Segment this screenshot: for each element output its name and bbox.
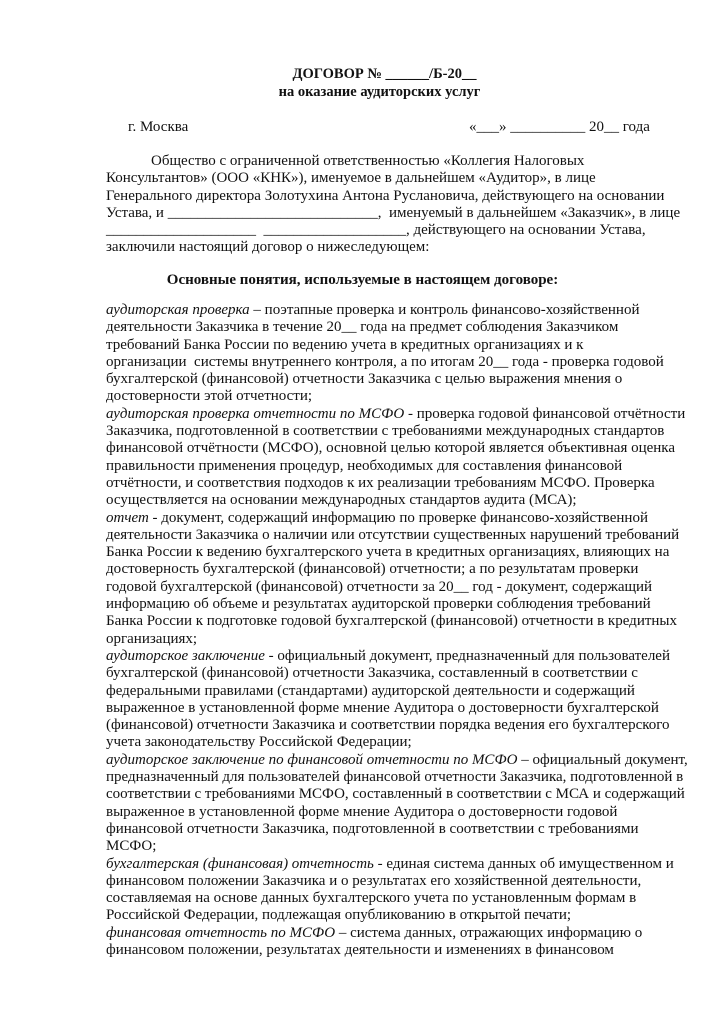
definition-text: Банка России к ведению бухгалтерского учета в кредитных организациях, влияющих на (106, 544, 670, 561)
definitions-block (106, 302, 688, 959)
definition-line (106, 579, 666, 596)
definition-line (106, 596, 666, 613)
definition-text: Банка России к подготовке годовой бухгалтерской (финансовой) отчетности в кредитных (106, 613, 678, 630)
definition-term: аудиторская проверка отчетности по МСФО (106, 405, 405, 422)
definition-text: - официальный документ, предназначенный для пользователей (264, 647, 670, 664)
section-heading: Основные понятия, используемые в настоящем договоре: (166, 272, 559, 288)
definition-line (106, 855, 674, 873)
definition-text: федеральными правилами (стандартами) аудиторской деятельности и содержащий (106, 682, 635, 699)
definition-line (106, 319, 666, 336)
definition-text: бухгалтерской (финансовой) отчетности Заказчика, составленный в соответствии с (106, 665, 638, 682)
definition-term: аудиторское заключение по финансовой отчетности по МСФО (106, 751, 518, 768)
definition-text: Российской Федерации, подлежащая опубликованию в открытой печати; (106, 907, 572, 924)
definition-text: - документ, содержащий информацию по проверке финансово-хозяйственной (148, 509, 648, 526)
definition-text: организациях; (106, 630, 198, 647)
intro-line: заключили настоящий договор о нижеследующем: (106, 239, 430, 256)
definition-text: выраженное в установленной форме мнение Аудитора о достоверности годовой (106, 803, 618, 820)
definition-text: - проверка годовой финансовой отчётности (404, 405, 686, 422)
definition-text: составляемая на основе данных бухгалтерского учета по установленным формам в (106, 890, 637, 907)
intro-paragraph (106, 153, 681, 257)
definition-line (106, 873, 666, 890)
intro-line: Консультантов» (ООО «КНК»), именуемое в дальнейшем «Аудитор», в лице (106, 170, 596, 187)
definition-line (106, 354, 666, 371)
definition-term: бухгалтерская (финансовая) отчетность (106, 855, 374, 872)
definition-text: финансовой отчетности Заказчика, подготовленной в соответствии с требованиями (106, 820, 639, 837)
definition-line (106, 631, 666, 648)
definition-line (106, 683, 666, 700)
definition-text: соответствии с требованиями МСФО, составленный в соответствии с МСА и содержащий (106, 786, 685, 803)
intro-line: ____________________ ___________________, действующего на основании Устава, (106, 222, 646, 239)
definition-line (106, 337, 666, 354)
definition-text: МСФО; (106, 838, 157, 855)
definition-line (106, 769, 684, 786)
intro-line: Устава, и ____________________________, именуемый в дальнейшем «Заказчик», в лице (106, 204, 681, 221)
definition-line (106, 925, 666, 942)
definition-text: финансовом положении, результатах деятельности и изменениях в финансовом (106, 941, 614, 958)
definition-text: достоверности этой отчетности; (106, 388, 313, 405)
definition-text: отчётности, и соответствия подходов к их реализации требованиям МСФО. Проверка (106, 474, 655, 491)
definition-text: осуществляется на основании международных стандартов аудита (МСА); (106, 492, 577, 509)
definition-line (106, 890, 666, 907)
definition-line (106, 492, 666, 509)
definition-text: – система данных, отражающих информацию о (335, 924, 643, 941)
definition-line (106, 647, 670, 665)
definition-line (106, 440, 676, 457)
definition-line (106, 942, 666, 959)
contract-title: ДОГОВОР № ______/Б-20__ (292, 66, 477, 82)
definition-line (106, 838, 666, 855)
contract-date: «___» __________ 20__ года (469, 119, 650, 135)
definition-term: финансовая отчетность по МСФО (106, 924, 336, 941)
definition-text: Заказчика, подготовленной в соответствии с требованиями международных стандартов (106, 423, 665, 440)
definition-text: информацию об объеме и результатах аудиторской проверки соблюдения требований (106, 596, 651, 613)
definition-line (106, 613, 678, 630)
definition-line (106, 302, 666, 319)
definition-text: учета законодательству Российской Федерации; (106, 734, 412, 751)
definition-line (106, 786, 685, 803)
definition-line (106, 475, 666, 492)
definition-line (106, 458, 666, 475)
definition-text: выраженное в установленной форме мнение Аудитора о достоверности бухгалтерской (106, 699, 659, 716)
definition-line (106, 751, 688, 769)
definition-text: - единая система данных об имущественном и (373, 855, 674, 872)
definition-term: аудиторская проверка (106, 302, 250, 318)
definition-line (106, 907, 666, 924)
definition-line (106, 510, 666, 527)
definition-text: организации системы внутреннего контроля, а по итогам 20__ года - проверка годовой (106, 353, 664, 370)
definition-text: деятельности Заказчика о наличии или отсутствии существенных нарушений требований (106, 526, 680, 543)
definition-line (106, 423, 666, 440)
definition-term: аудиторское заключение (106, 647, 265, 664)
definition-line (106, 804, 666, 821)
definition-text: (финансовой) отчетности Заказчика и соответствии порядка ведения его бухгалтерского (106, 717, 670, 734)
definition-text: годовой бухгалтерской (финансовой) отчетности за 20__ год - документ, содержащий (106, 578, 653, 595)
definition-text: финансовом положении Заказчика и о результатах его хозяйственной деятельности, (106, 872, 642, 889)
definition-text: – поэтапные проверка и контроль финансово-хозяйственной (249, 302, 640, 318)
definition-line (106, 371, 666, 388)
definition-line (106, 388, 666, 405)
definition-text: финансовой отчётности (МСФО), основной целью которой является объективная оценка (106, 440, 676, 457)
definition-text: – официальный документ, (517, 751, 688, 768)
intro-line: Общество с ограниченной ответственностью «Коллегия Налоговых (106, 153, 585, 169)
definition-text: правильности применения процедур, необходимых для составления финансовой (106, 457, 623, 474)
definition-term: отчет (106, 509, 149, 526)
definition-line (106, 700, 666, 717)
definition-line (106, 405, 686, 423)
intro-line: Генерального директора Золотухина Антона Руслановича, действующего на основании (106, 187, 665, 204)
contract-city: г. Москва (128, 119, 189, 135)
contract-subtitle: на оказание аудиторских услуг (278, 84, 481, 100)
definition-text: деятельности Заказчика в течение 20__ года на предмет соблюдения Заказчиком (106, 319, 619, 336)
definition-line (106, 821, 666, 838)
definition-text: предназначенный для пользователей финансовой отчетности Заказчика, подготовленной в (106, 769, 684, 786)
definition-text: бухгалтерской (финансовой) отчетности Заказчика с целью выражения мнения о (106, 371, 623, 388)
definition-line (106, 665, 666, 682)
definition-line (106, 734, 666, 751)
definition-line (106, 544, 670, 561)
definition-line (106, 717, 670, 734)
definition-line (106, 526, 680, 544)
definition-text: требований Банка России по ведению учета в кредитных организациях и к (106, 336, 584, 353)
definition-line (106, 561, 666, 578)
definition-text: достоверность бухгалтерской (финансовой) отчетности; а по результатам проверки (106, 561, 639, 578)
